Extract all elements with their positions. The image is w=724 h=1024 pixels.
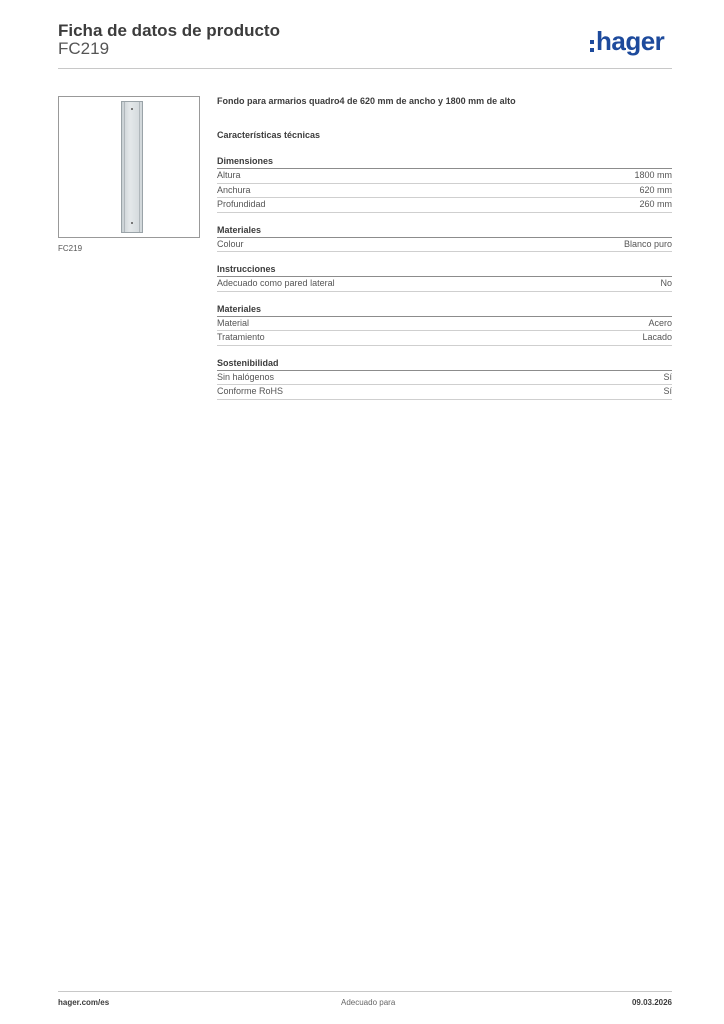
spec-section-materials <box>217 224 672 253</box>
spec-label: Tratamiento <box>217 332 265 342</box>
spec-label: Profundidad <box>217 199 266 209</box>
footer-center-text: Adecuado para <box>341 998 396 1007</box>
hager-logo <box>590 26 664 57</box>
panel-hole-top <box>131 108 133 110</box>
logo-dots-icon <box>590 40 594 44</box>
product-description: Fondo para armarios quadro4 de 620 mm de ancho y 1800 mm de alto <box>217 96 516 106</box>
product-image <box>58 96 200 238</box>
spec-value: Acero <box>648 317 672 328</box>
section-title: Dimensiones <box>217 155 672 169</box>
panel-image-icon <box>121 101 143 233</box>
spec-section-dimensions <box>217 155 672 213</box>
spec-row <box>217 317 672 332</box>
spec-value: 260 mm <box>639 199 672 209</box>
section-title: Materiales <box>217 303 672 317</box>
product-code: FC219 <box>58 39 110 58</box>
spec-row <box>217 184 672 199</box>
image-caption: FC219 <box>58 244 83 253</box>
spec-section-instructions <box>217 263 672 292</box>
spec-row <box>217 385 672 400</box>
specs-table <box>217 155 672 411</box>
spec-label: Material <box>217 317 250 328</box>
section-title: Materiales <box>217 224 672 238</box>
spec-row <box>217 238 672 253</box>
spec-value: Sí <box>663 371 672 382</box>
spec-value: Blanco puro <box>623 238 672 249</box>
spec-section-sustainability <box>217 357 672 400</box>
spec-value: 620 mm <box>639 184 672 195</box>
footer-date: 09.03.2026 <box>631 998 672 1007</box>
spec-label: Sin halógenos <box>217 371 275 382</box>
spec-section-materials-2 <box>217 303 672 346</box>
characteristics-title: Características técnicas <box>217 130 321 140</box>
page-title: Ficha de datos de producto <box>58 21 280 40</box>
spec-label: Colour <box>217 238 244 249</box>
spec-row <box>217 331 672 346</box>
section-title: Sostenibilidad <box>217 357 672 371</box>
spec-row <box>217 277 672 292</box>
spec-label: Adecuado como pared lateral <box>217 278 335 288</box>
spec-row <box>217 371 672 386</box>
spec-row <box>217 169 672 184</box>
spec-label: Conforme RoHS <box>217 386 284 396</box>
section-title: Instrucciones <box>217 263 672 277</box>
spec-value: Lacado <box>642 332 672 342</box>
logo-text: hager <box>596 26 665 56</box>
spec-label: Altura <box>217 170 241 180</box>
spec-row <box>217 198 672 213</box>
footer-website-link[interactable]: hager.com/es <box>58 998 110 1007</box>
spec-value: Sí <box>663 386 672 396</box>
spec-value: 1800 mm <box>634 170 672 180</box>
panel-hole-bottom <box>131 222 133 224</box>
header-divider <box>58 68 672 69</box>
spec-value: No <box>660 278 672 288</box>
spec-label: Anchura <box>217 184 251 195</box>
footer-divider <box>58 991 672 992</box>
